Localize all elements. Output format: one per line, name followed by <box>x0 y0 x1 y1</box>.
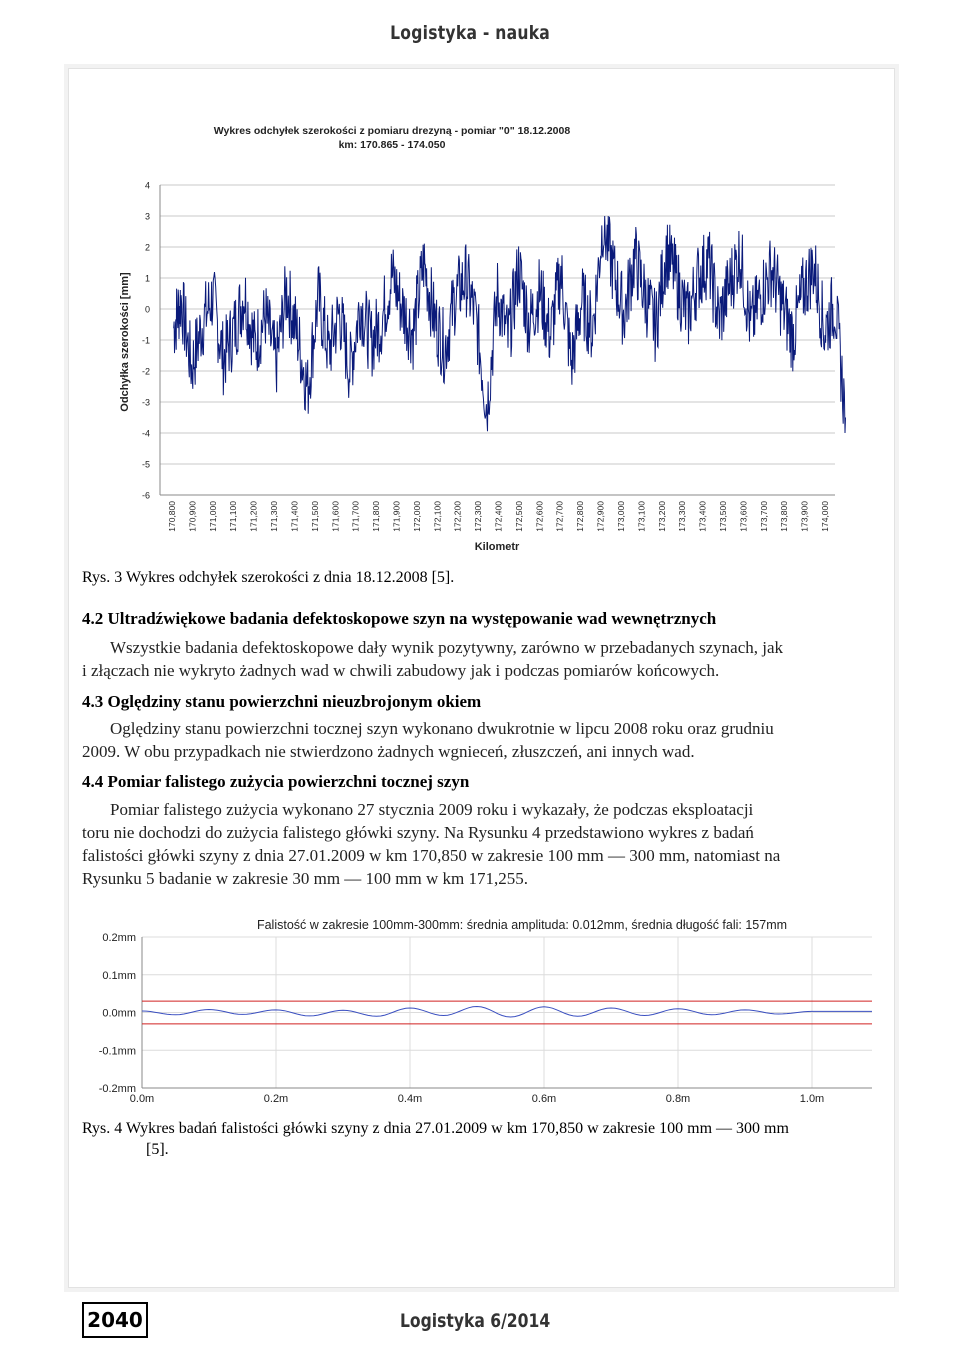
x-tick-label: 0.0m <box>129 1093 155 1105</box>
chart-subtitle: km: 170.865 - 174.050 <box>338 139 446 151</box>
x-tick-label: 172,200 <box>452 501 463 532</box>
y-tick-label: 4 <box>144 180 150 191</box>
x-tick-labels <box>130 1093 824 1105</box>
chart-title: Falistość w zakresie 100mm-300mm: średnia amplituda: 0.012mm, średnia długość fali: 157mm <box>256 918 788 932</box>
section-4-4-line-4: Rysunku 5 badanie w zakresie 30 mm — 100 mm w km 171,255. <box>82 869 528 888</box>
section-4-2-line-2: i złączach nie wykryto żadnych wad w chwili zabudowy jak i podczas pomiarów końcowych. <box>82 661 720 680</box>
running-header: Logistyka - nauka <box>390 22 550 44</box>
x-tick-label: 173,700 <box>758 501 769 532</box>
y-tick-label: 2 <box>144 242 150 253</box>
y-tick-label: 0.2mm <box>102 932 136 944</box>
page-number: 2040 <box>82 1302 148 1338</box>
section-4-4-heading: 4.4 Pomiar falistego zużycia powierzchni tocznej szyn <box>82 772 470 791</box>
y-tick-label: 3 <box>144 211 150 222</box>
x-tick-label: 172,700 <box>554 501 565 532</box>
x-tick-label: 173,600 <box>738 501 749 532</box>
x-tick-label: 171,700 <box>350 501 361 532</box>
x-tick-label: 172,500 <box>513 501 524 532</box>
x-tick-label: 172,300 <box>473 501 484 532</box>
x-tick-label: 172,600 <box>534 501 545 532</box>
x-tick-label: 171,300 <box>269 501 280 532</box>
x-tick-label: 171,400 <box>289 501 300 532</box>
x-tick-label: 172,000 <box>411 501 422 532</box>
x-tick-label: 173,900 <box>799 501 810 532</box>
y-tick-label: -5 <box>141 459 150 470</box>
section-4-4-line-3: falistości główki szyny z dnia 27.01.2009 w km 170,850 w zakresie 100 mm — 300 mm, natomiast na <box>82 846 781 865</box>
x-tick-label: 170,900 <box>187 501 198 532</box>
figure-2-caption-line-1: Rys. 4 Wykres badań falistości główki szyny z dnia 27.01.2009 w km 170,850 w zakresie 100 mm — 300 mm <box>82 1120 789 1137</box>
section-4-4-line-2: toru nie dochodzi do zużycia falistego główki szyny. Na Rysunku 4 przedstawiono wykres z badań <box>82 823 754 842</box>
x-tick-label: 171,600 <box>330 501 341 532</box>
y-tick-label: 0 <box>144 304 150 315</box>
x-tick-label: 172,100 <box>432 501 443 532</box>
x-tick-label: 172,900 <box>595 501 606 532</box>
y-tick-label: -6 <box>141 490 150 501</box>
x-tick-label: 171,900 <box>391 501 402 532</box>
x-tick-label: 171,500 <box>309 501 320 532</box>
x-tick-label: 171,100 <box>228 501 239 532</box>
x-tick-labels <box>167 501 830 532</box>
y-tick-label: -4 <box>141 428 150 439</box>
y-tick-labels <box>142 181 150 501</box>
x-tick-label: 171,000 <box>207 501 218 532</box>
chart-title: Wykres odchyłek szerokości z pomiaru drezyną - pomiar "0" 18.12.2008 <box>213 125 571 137</box>
x-tick-label: 171,800 <box>371 501 382 532</box>
x-tick-label: 171,200 <box>248 501 259 532</box>
x-tick-label: 173,800 <box>779 501 790 532</box>
x-tick-label: 172,400 <box>493 501 504 532</box>
figure-1-caption: Rys. 3 Wykres odchyłek szerokości z dnia 18.12.2008 [5]. <box>82 569 455 586</box>
y-tick-label: -3 <box>141 397 150 408</box>
x-tick-label: 173,500 <box>717 501 728 532</box>
x-tick-label: 173,100 <box>636 501 647 532</box>
section-4-3-line-2: 2009. W obu przypadkach nie stwierdzono żadnych wgnieceń, złuszczeń, ani innych wad. <box>82 742 695 761</box>
x-tick-label: 0.2m <box>263 1093 289 1105</box>
y-tick-label: -0.2mm <box>98 1083 136 1095</box>
x-tick-label: 173,000 <box>615 501 626 532</box>
x-tick-label: 173,200 <box>656 501 667 532</box>
data-series-line <box>174 216 846 433</box>
x-tick-label: 174,000 <box>820 501 830 532</box>
x-tick-label: 0.4m <box>397 1093 423 1105</box>
y-tick-label: 0.0mm <box>102 1007 136 1020</box>
y-tick-label: -0.1mm <box>98 1045 136 1058</box>
x-tick-label: 173,300 <box>677 501 688 532</box>
x-tick-label: 1.0m <box>799 1093 825 1105</box>
y-tick-label: -1 <box>141 335 150 346</box>
data-series-line <box>142 1007 872 1018</box>
x-tick-label: 172,800 <box>575 501 586 532</box>
y-tick-label: 0.1mm <box>102 969 136 982</box>
section-4-2-heading: 4.2 Ultradźwiękowe badania defektoskopowe szyn na występowanie wad wewnętrznych <box>82 609 717 628</box>
y-tick-labels <box>99 932 136 1095</box>
y-tick-label: 1 <box>144 273 150 284</box>
section-4-4-line-1: Pomiar falistego zużycia wykonano 27 stycznia 2009 roku i wykazały, że podczas eksploatacji <box>110 800 754 819</box>
figure-2-caption-line-2: [5]. <box>146 1141 169 1158</box>
y-axis-label: Odchyłka szerokości [mm] <box>119 272 131 412</box>
x-tick-label: 173,400 <box>697 501 708 532</box>
x-tick-label: 0.6m <box>531 1093 557 1105</box>
section-4-2-line-1: Wszystkie badania defektoskopowe dały wynik pozytywny, zarówno w przebadanych szynach, jak <box>110 638 784 657</box>
journal-footer: Logistyka 6/2014 <box>399 1310 550 1332</box>
y-tick-label: -2 <box>141 366 150 377</box>
x-tick-label: 170,800 <box>167 501 177 532</box>
figure-2-chart <box>82 908 882 1108</box>
figure-1-chart <box>110 115 850 565</box>
x-tick-label: 0.8m <box>665 1093 691 1105</box>
section-4-3-line-1: Oględziny stanu powierzchni tocznej szyn wykonano dwukrotnie w lipcu 2008 roku oraz grudniu <box>110 719 774 738</box>
section-4-3-heading: 4.3 Oględziny stanu powierzchni nieuzbrojonym okiem <box>82 692 482 711</box>
x-axis-label: Kilometr <box>474 541 520 553</box>
